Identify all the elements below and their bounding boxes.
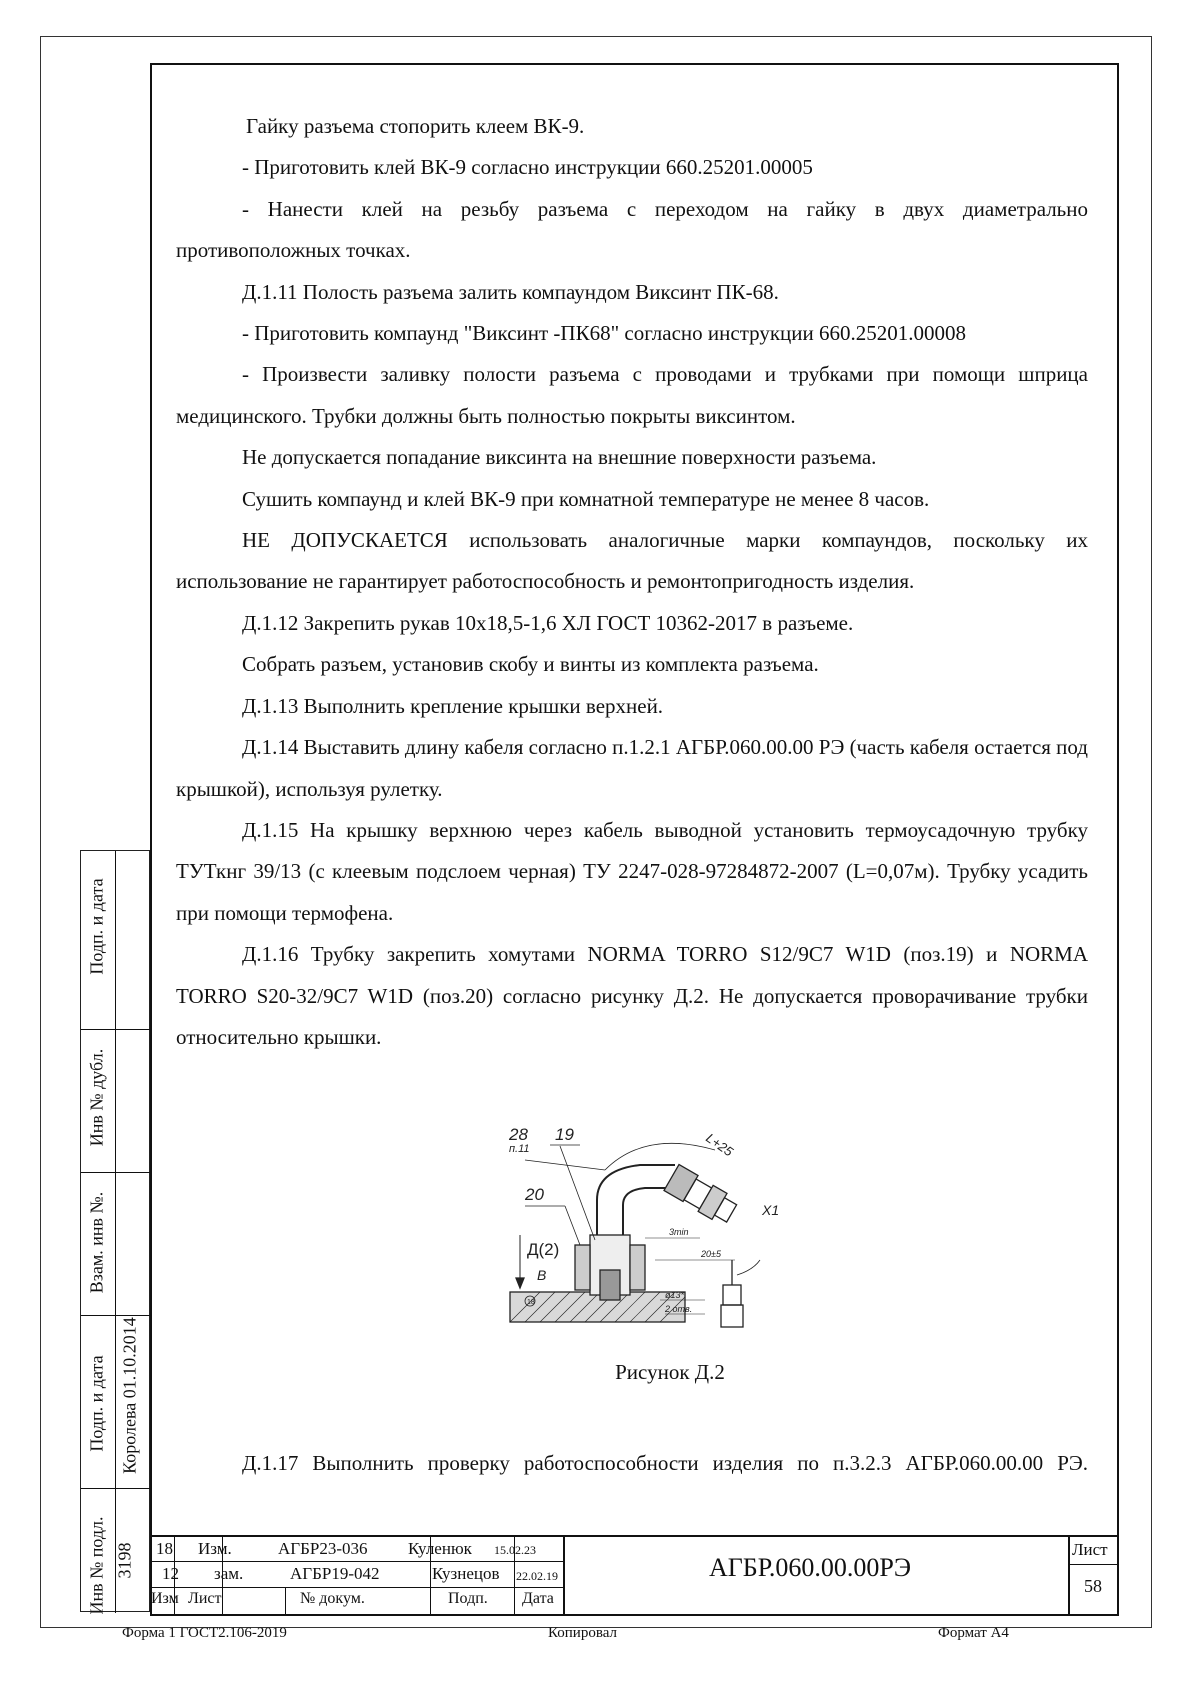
figure-label-19: 19 xyxy=(555,1125,574,1144)
stamp-podp-data-1: Подп. и дата xyxy=(86,878,107,975)
paragraph: - Приготовить клей ВК-9 согласно инструкции 660.25201.00005 xyxy=(242,155,813,180)
figure-label-min: 3min xyxy=(669,1227,689,1237)
footer-form: Форма 1 ГОСТ2.106-2019 xyxy=(122,1625,287,1641)
change-row-2-doc: АГБР19-042 xyxy=(290,1564,380,1583)
paragraph: Гайку разъема стопорить клеем ВК-9. xyxy=(246,114,585,138)
stamp-inv-podl-value: 3198 xyxy=(114,1542,135,1579)
change-row-2-date: 22.02.19 xyxy=(516,1569,558,1583)
header-date: Дата xyxy=(522,1590,554,1607)
header-podp: Подп. xyxy=(448,1590,488,1607)
paragraph: Д.1.12 Закрепить рукав 10х18,5-1,6 ХЛ ГОСТ 10362-2017 в разъеме. xyxy=(242,610,854,635)
change-row-2-podp: Кузнецов xyxy=(432,1564,500,1583)
paragraph: Не допускается попадание виксинта на внешние поверхности разъема. xyxy=(242,445,877,470)
connector-assembly-drawing xyxy=(505,1110,820,1335)
paragraph: - Произвести заливку полости разъема с проводами и трубками при помощи шприца медицинского. Трубки должны быть полностью покрыты виксинтом. xyxy=(176,362,1088,428)
figure-label-p11: п.11 xyxy=(509,1143,530,1155)
paragraph: Д.1.13 Выполнить крепление крышки верхней. xyxy=(242,693,664,718)
paragraph: НЕ ДОПУСКАЕТСЯ использовать аналогичные марки компаундов, поскольку их использование не гарантирует работоспособность и ремонтопригодность изделия. xyxy=(176,528,1088,594)
paragraph: - Приготовить компаунд "Виксинт -ПК68" согласно инструкции 660.25201.00008 xyxy=(242,321,967,346)
sheet-label: Лист xyxy=(1072,1540,1108,1559)
document-body-end xyxy=(176,1443,1088,1484)
paragraph: Д.1.11 Полость разъема залить компаундом Виксинт ПК-68. xyxy=(242,279,779,304)
change-row-1-podp: Куленюк xyxy=(408,1539,472,1558)
figure-label-28: 28 xyxy=(509,1125,528,1144)
title-block xyxy=(150,1535,1117,1614)
change-row-2-list: зам. xyxy=(214,1564,244,1583)
stamp-inv-dubl: Инв № дубл. xyxy=(86,1048,107,1147)
figure-label-b: В xyxy=(537,1267,547,1283)
footer-format: Формат А4 xyxy=(938,1625,1009,1641)
stamp-vzam-inv: Взам. инв №. xyxy=(86,1191,107,1294)
stamp-signature-korolyova: Королева 01.10.2014 xyxy=(119,1317,140,1474)
figure-label-x1: X1 xyxy=(762,1202,780,1218)
document-designation: АГБР.060.00.00РЭ xyxy=(708,1553,912,1582)
change-row-1-date: 15.02.23 xyxy=(494,1543,536,1557)
stamp-podp-data-2: Подп. и дата xyxy=(86,1355,107,1452)
header-izm: Изм xyxy=(151,1590,179,1607)
stamp-inv-podl: Инв № подл. xyxy=(86,1516,107,1615)
paragraph: Д.1.14 Выставить длину кабеля согласно п.1.2.1 АГБР.060.00.00 РЭ (часть кабеля остается под крышкой), используя рулетку. xyxy=(176,735,1088,801)
figure-label-dim: 20±5 xyxy=(701,1249,721,1259)
figure-label-20: 20 xyxy=(525,1185,544,1204)
paragraph: Собрать разъем, установив скобу и винты из комплекта разъема. xyxy=(242,652,819,677)
change-row-1-doc: АГБР23-036 xyxy=(278,1539,368,1558)
paragraph: - Нанести клей на резьбу разъема с переходом на гайку в двух диаметрально противоположных точках. xyxy=(176,196,1088,263)
figure-label-dia: ø13* xyxy=(665,1290,685,1300)
footer-copied: Копировал xyxy=(548,1625,617,1641)
header-list: Лист xyxy=(188,1590,222,1607)
document-body xyxy=(176,106,1088,1058)
change-row-1-list: Изм. xyxy=(198,1539,232,1558)
change-row-1-izm: 18 xyxy=(156,1539,173,1558)
figure-label-18: 18 xyxy=(527,1299,535,1306)
figure-label-view: Д(2) xyxy=(527,1240,560,1259)
paragraph: Д.1.17 Выполнить проверку работоспособности изделия по п.3.2.3 АГБР.060.00.00 РЭ. xyxy=(242,1451,1088,1475)
figure-label-length: L+25 xyxy=(703,1130,736,1160)
header-doc: № докум. xyxy=(300,1590,365,1607)
figure-caption: Рисунок Д.2 xyxy=(615,1360,725,1384)
sheet-number: 58 xyxy=(1084,1576,1102,1596)
figure-label-holes: 2 отв. xyxy=(665,1304,693,1314)
change-row-2-izm: 12 xyxy=(162,1564,179,1583)
paragraph: Д.1.16 Трубку закрепить хомутами NORMA TORRO S12/9C7 W1D (поз.19) и NORMA TORRO S20-32/9C7 W1D (поз.20) согласно рисунку Д.2. Не допускается проворачивание трубки относительно крышки. xyxy=(176,942,1088,1049)
paragraph: Д.1.15 На крышку верхнюю через кабель выводной установить термоусадочную трубку ТУТкнг 39/13 (с клеевым подслоем черная) ТУ 2247-028-97284872-2007 (L=0,07м). Трубку усадить при помощи термофена. xyxy=(176,817,1088,925)
paragraph: Сушить компаунд и клей ВК-9 при комнатной температуре не менее 8 часов. xyxy=(242,486,930,511)
